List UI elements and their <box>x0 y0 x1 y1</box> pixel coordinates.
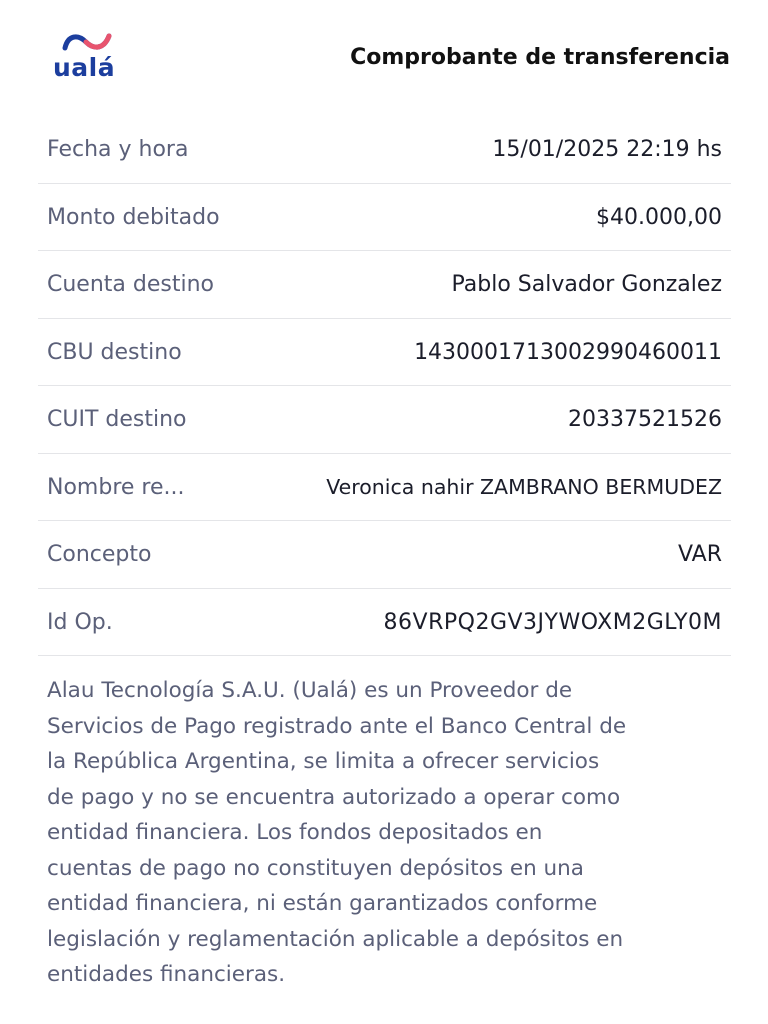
detail-row-fecha <box>38 116 731 184</box>
legal-disclaimer: Alau Tecnología S.A.U. (Ualá) es un Proveedor de Servicios de Pago registrado ante el Banco Central de la República Argentina, se limita a ofrecer servicios de pago y no se encuentra autorizado a operar como entidad financiera. Los fondos depositados en cuentas de pago no constituyen depósitos en una entidad financiera, ni están garantizados conforme legislación y reglamentación aplicable a depósitos en entidades financieras. <box>47 678 627 987</box>
page-title: Comprobante de transferencia <box>350 45 730 70</box>
detail-value: 86VRPQ2GV3JYWOXM2GLY0M <box>383 609 722 635</box>
detail-label: CBU destino <box>47 339 182 365</box>
detail-value: VAR <box>678 542 722 567</box>
detail-value: Pablo Salvador Gonzalez <box>451 272 722 297</box>
receipt-header <box>0 0 768 110</box>
detail-row-cuit <box>38 386 731 454</box>
detail-label: Monto debitado <box>47 204 220 230</box>
detail-label: Cuenta destino <box>47 272 214 297</box>
uala-wave-icon <box>62 32 112 52</box>
detail-label: Concepto <box>47 542 152 567</box>
detail-label: Id Op. <box>47 609 113 635</box>
detail-label: Fecha y hora <box>47 137 189 162</box>
detail-label: CUIT destino <box>47 407 187 432</box>
detail-value: $40.000,00 <box>596 204 722 230</box>
detail-value: 1430001713002990460011 <box>414 339 722 365</box>
detail-row-monto <box>38 184 731 252</box>
detail-row-concepto <box>38 521 731 589</box>
transfer-details <box>38 116 731 656</box>
brand-name: ualá <box>53 53 116 82</box>
detail-value: 15/01/2025 22:19 hs <box>492 137 722 162</box>
detail-value: Veronica nahir ZAMBRANO BERMUDEZ <box>326 474 722 499</box>
detail-value: 20337521526 <box>568 407 722 432</box>
uala-logo <box>50 30 122 86</box>
detail-row-id-op <box>38 589 731 657</box>
detail-label: Nombre re... <box>47 474 185 500</box>
detail-row-cuenta <box>38 251 731 319</box>
detail-row-nombre <box>38 454 731 522</box>
detail-row-cbu <box>38 319 731 387</box>
